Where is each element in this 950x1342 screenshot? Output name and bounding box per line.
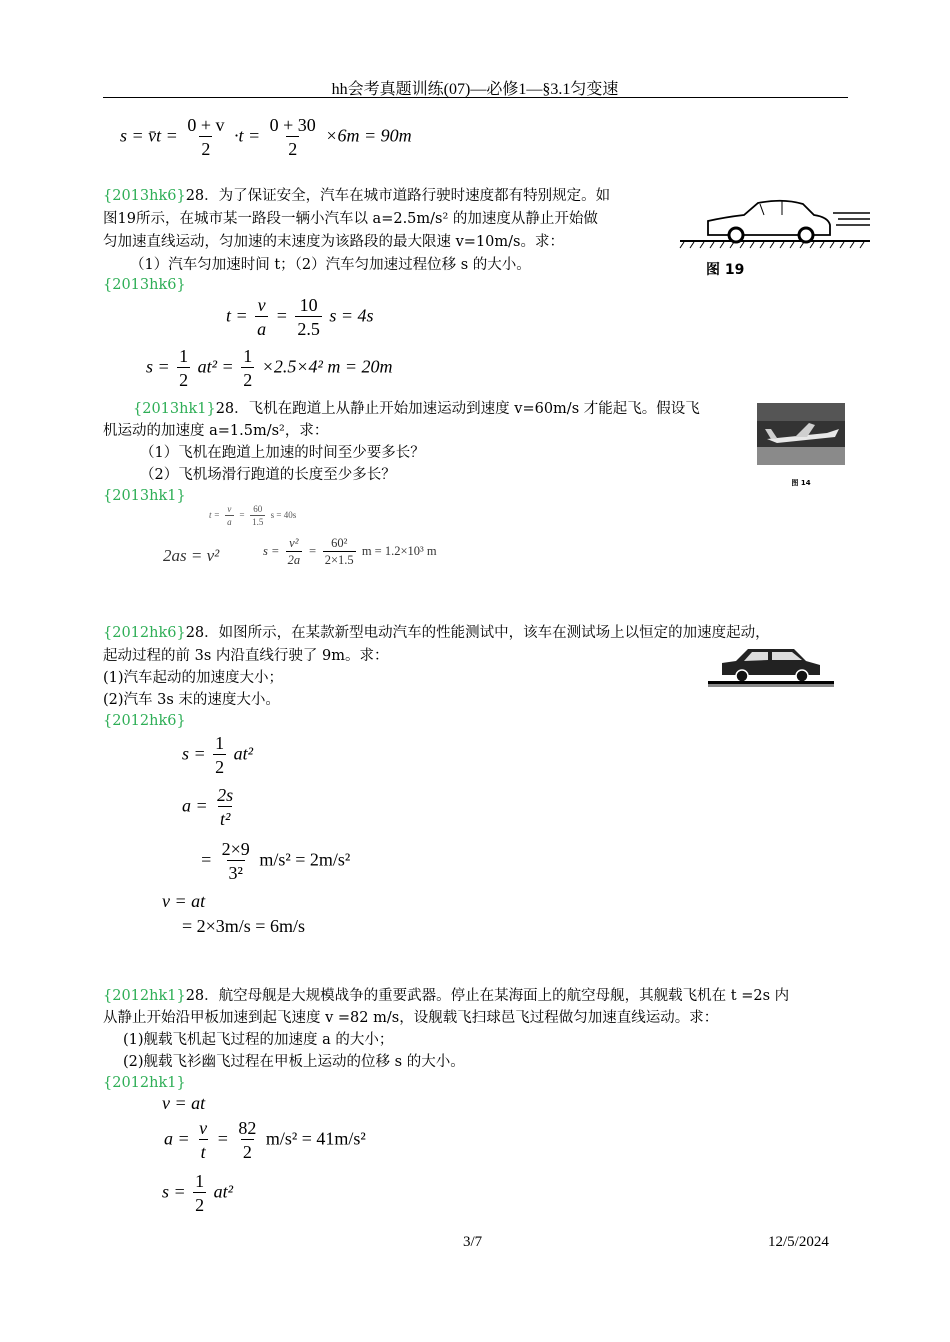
- q4-answer-tag: {2012hk1}: [103, 1075, 186, 1091]
- airplane-photo-14: [757, 403, 847, 488]
- q1-answer-tag: {2013hk6}: [103, 277, 186, 293]
- q1-formula-t: t = $\frac{v}{a}$ = $\frac{10}{2.5}$ s = 4s: [226, 295, 374, 339]
- q3-line2: 起动过程的前 3s 内沿直线行驶了 9m。求：: [103, 648, 389, 664]
- q2-line3: （1）飞机在跑道上加速的时间至少要多长？: [140, 445, 425, 461]
- q1-line2: 图19所示，在城市某一路段一辆小汽车以 a=2.5m/s² 的加速度从静止开始做: [103, 211, 598, 227]
- electric-car-figure: [708, 645, 836, 689]
- q3-answer-tag: {2012hk6}: [103, 713, 186, 729]
- q3-formula-a: a = $\frac{2s}{\text{t²}}$: [182, 785, 234, 829]
- q4-line3: (1)舰载飞机起飞过程的加速度 a 的大小；: [123, 1032, 394, 1048]
- q3-formula-v: v = at: [162, 891, 206, 911]
- q2-formula-t: t = $\frac{v}{a}$ = $\frac{60}{1.5}$ s = 40s: [209, 504, 297, 527]
- q2-line2: 机运动的加速度 a=1.5m/s²，求：: [103, 423, 329, 439]
- header-rule: [103, 97, 848, 98]
- q1-line3: 匀加速直线运动，匀加速的末速度为该路段的最大限速 v=10m/s。求：: [103, 234, 564, 250]
- page-header: hh会考真题训练(07)—必修1—§3.1匀变速: [331, 81, 619, 98]
- q2-line1: {2013hk1}28．飞机在跑道上从静止开始加速运动到速度 v=60m/s 才能起飞。假设飞: [133, 401, 700, 417]
- page-number: 3/7: [463, 1234, 483, 1250]
- q3-line1: {2012hk6}28．如图所示，在某款新型电动汽车的性能测试中，该车在测试场上以恒定的加速度起动，: [103, 625, 770, 641]
- q3-formula-v-value: = 2×3m/s = 6m/s: [182, 916, 305, 936]
- print-date: 12/5/2024: [768, 1234, 829, 1250]
- q3-line3: (1)汽车起动的加速度大小；: [103, 670, 284, 686]
- q1-formula-s: s = $\frac{1}{2}$ at² = $\frac{1}{2}$ ×2.5×4² m = 20m: [146, 346, 393, 390]
- q4-formula-s: s = $\frac{1}{2}$ at²: [162, 1171, 234, 1215]
- q1-line1: {2013hk6}28．为了保证安全，汽车在城市道路行驶时速度都有特别规定。如: [103, 188, 611, 204]
- q3-formula-a-value: = $\frac{2\times 9}{\text{3²}}$ m/s² = 2m/s²: [200, 839, 351, 883]
- q4-line4: (2)舰载飞衫幽飞过程在甲板上运动的位移 s 的大小。: [123, 1054, 465, 1070]
- fig19-caption: 图 19: [706, 262, 745, 278]
- q4-formula-a: a = $\frac{v}{t}$ = $\frac{82}{2}$ m/s² = 41m/s²: [164, 1118, 366, 1162]
- q4-line1: {2012hk1}28．航空母舰是大规模战争的重要武器。停止在某海面上的航空母舰，其舰载飞机在 t =2s 内: [103, 988, 790, 1004]
- q3-formula-s: s = $\frac{1}{2}$ at²: [182, 733, 254, 777]
- q2-answer-tag: {2013hk1}: [103, 488, 186, 504]
- q2-formula-kinematic: 2as = v²: [163, 546, 220, 565]
- q3-line4: (2)汽车 3s 末的速度大小。: [103, 692, 280, 708]
- top-formula: s = v̄t = $\frac{0 + v}{2}$ ·t = $\frac{0 + 30}{2}$ ×6m = 90m: [120, 115, 412, 159]
- fig14-caption: 图 14: [791, 479, 811, 487]
- q2-line4: （2）飞机场滑行跑道的长度至少多长？: [140, 467, 396, 483]
- q4-formula-v: v = at: [162, 1093, 206, 1113]
- q2-formula-s: s = $\frac{\text{v²}}{2a}$ = $\frac{\text{60²}}{2\times 1.5}$ m = 1.2×10³ m: [263, 536, 437, 567]
- q4-line2: 从静止开始沿甲板加速到起飞速度 v =82 m/s，设舰载飞扫球邑飞过程做匀加速直线运动。求：: [103, 1010, 719, 1026]
- q1-line4: （1）汽车匀加速时间 t；（2）汽车匀加速过程位移 s 的大小。: [130, 257, 531, 273]
- car-figure-19: [678, 195, 874, 285]
